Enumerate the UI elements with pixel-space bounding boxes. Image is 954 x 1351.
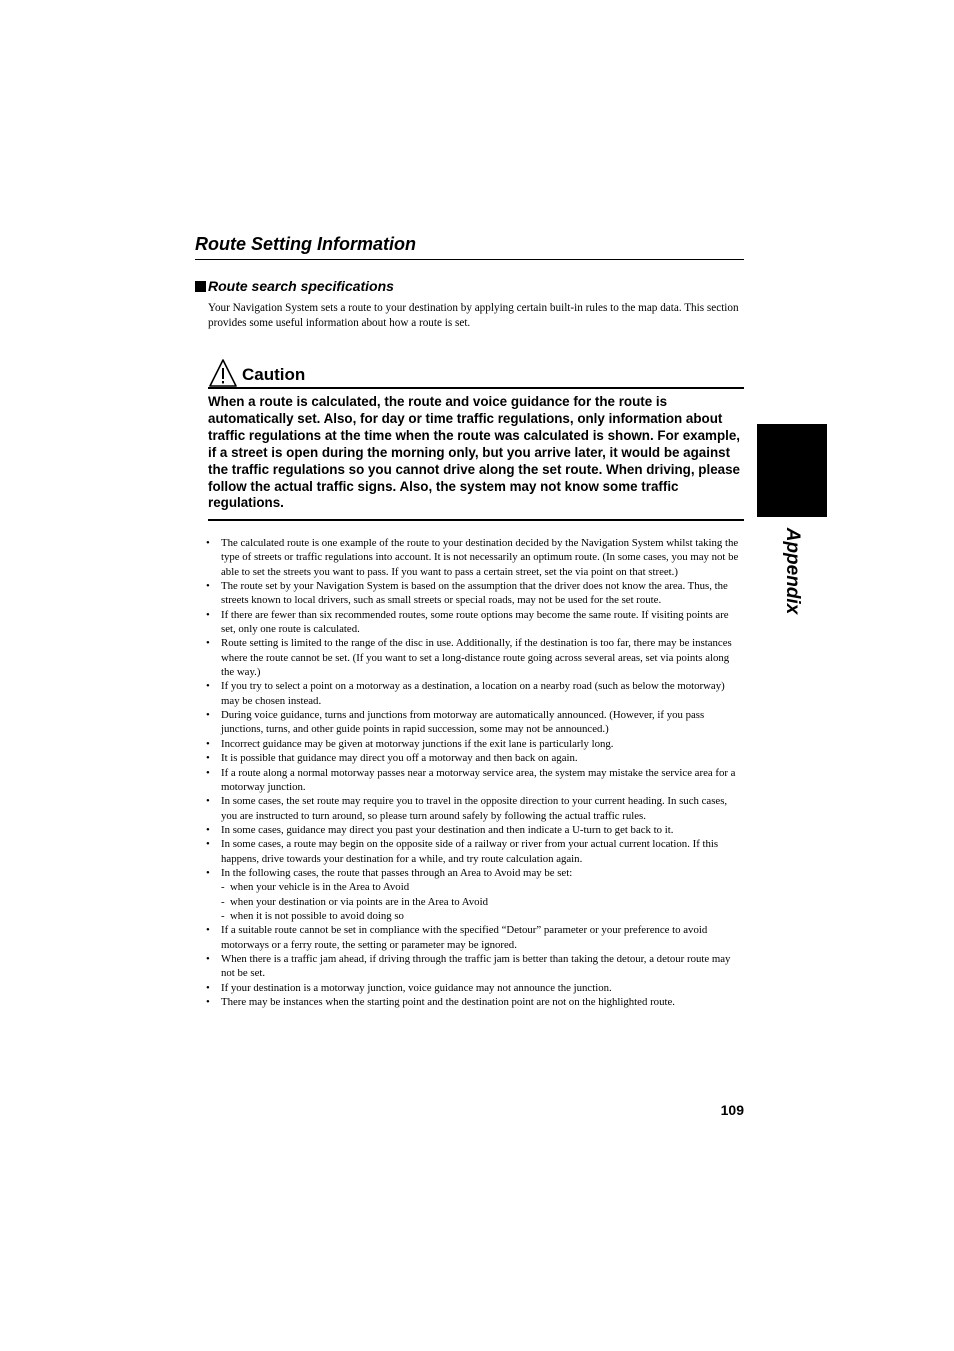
subsection-title: Route search specifications [208,278,394,294]
subsection-heading [195,277,744,295]
intro-paragraph: Your Navigation System sets a route to your destination by applying certain built-in rules to the map data. This section provides some useful information about how a route is set. [208,302,739,329]
list-item: • Route setting is limited to the range of the disc in use. Additionally, if the destination is too far, there may be instances where the route cannot be set. (If you want to set a long-distance route going across several areas, set via points along the way.) [206,637,732,679]
list-item: • There may be instances when the starting point and the destination point are not on the highlighted route. [206,996,675,1008]
list-item: • Incorrect guidance may be given at motorway junctions if the exit lane is particularly long. [206,737,614,750]
list-item: • If a route along a normal motorway passes near a motorway service area, the system may mistake the service area for a motorway junction. [206,766,736,793]
list-item: • It is possible that guidance may direct you off a motorway and then back on again. [206,752,578,765]
caution-header [208,356,744,388]
list-item: • If you try to select a point on a motorway as a destination, a location on a nearby road (such as below the motorway) may be chosen instead. [206,680,725,707]
warning-triangle-icon [208,358,238,388]
page-number: 109 [720,1102,744,1118]
side-tab-label-container [757,521,827,621]
caution-top-rule [208,387,744,389]
list-item: • If your destination is a motorway junction, voice guidance may not announce the junction. [206,981,612,994]
list-item: • If a suitable route cannot be set in compliance with the specified “Detour” parameter or your preference to avoid motorways or a ferry route, the setting or parameter may be ignored. [206,924,708,951]
side-tab-label: Appendix [782,527,803,615]
list-item: • The route set by your Navigation System is based on the assumption that the driver does not know the area. Thus, the streets known to local drivers, such as small streets or special roads, may not be used for the set route. [206,580,728,607]
list-item: • In some cases, a route may begin on the opposite side of a railway or river from your actual current location. If this happens, drive towards your destination for a while, and try route calculation again. [206,838,719,865]
caution-title: Caution [242,365,306,384]
sub-list-item: - when your vehicle is in the Area to Avoid [221,881,410,894]
list-item: • In some cases, the set route may require you to travel in the opposite direction to your current heading. In such cases, you are instructed to turn around, so please turn around safely by following the actual traffic rules. [206,795,728,822]
list-item: • If there are fewer than six recommended routes, some route options may become the same route. If visiting points are set, only one route is calculated. [206,608,729,636]
sub-list-item: - when it is not possible to avoid doing so [221,909,404,922]
bullet-list [205,536,743,1009]
section-title: Route Setting Information [195,234,416,254]
section-divider [195,259,744,260]
list-item: • In the following cases, the route that passes through an Area to Avoid may be set: [206,866,573,879]
caution-body: When a route is calculated, the route and voice guidance for the route is automatically set. Also, for day or time traffic regulations, only information about traffic regulations at the time when the route was calculated is shown. For example, if a street is open during the morning only, but you arrive later, it would be against the traffic regulations so you cannot drive along the set route. When driving, please follow the actual traffic signs. Also, the system may not know some traffic regulations. [208,394,741,511]
side-tab [757,424,827,517]
list-item: • When there is a traffic jam ahead, if driving through the traffic jam is better than taking the detour, a detour route may not be set. [206,952,731,980]
list-item: • During voice guidance, turns and junctions from motorway are automatically announced. (However, if you pass junctions, turns, and other guide points in rapid succession, some may not be announced.) [206,709,705,736]
sub-list-item: - when your destination or via points are in the Area to Avoid [221,895,488,908]
list-item: • The calculated route is one example of the route to your destination decided by the Navigation System whilst taking the type of streets or traffic regulations into account. It is not necessarily an optimum route. (In some cases, you may not be able to set the streets you want to pass. If you want to pass a certain street, set the via point on that street.) [206,537,739,578]
caution-bottom-rule [208,519,744,521]
list-item: • In some cases, guidance may direct you past your destination and then indicate a U-turn to get back to it. [206,823,674,836]
square-bullet-icon [195,281,206,292]
